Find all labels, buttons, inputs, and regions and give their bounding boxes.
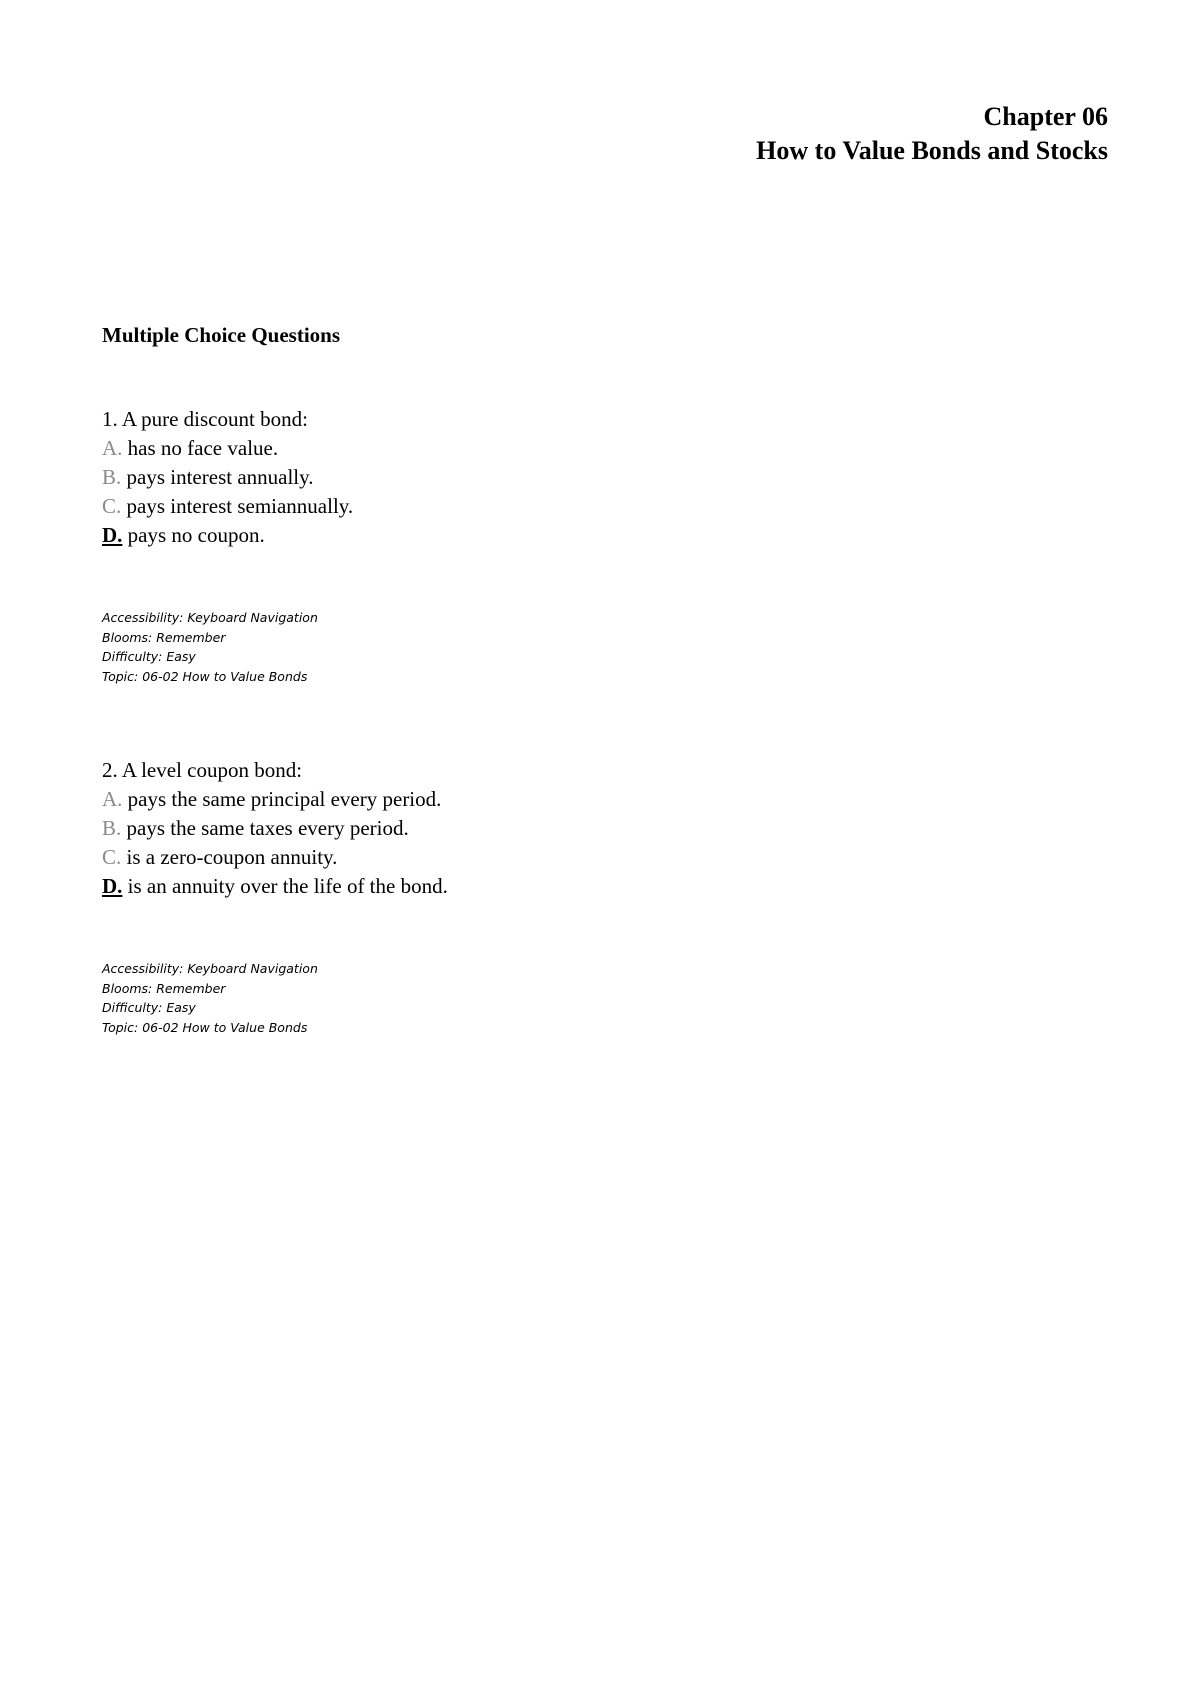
question-metadata bbox=[102, 608, 1002, 686]
chapter-title: How to Value Bonds and Stocks bbox=[756, 136, 1108, 165]
meta-blooms: Blooms: Remember bbox=[102, 629, 226, 645]
meta-topic: Topic: 06-02 How to Value Bonds bbox=[102, 1019, 308, 1035]
meta-difficulty: Difficulty: Easy bbox=[102, 1000, 196, 1015]
answer-option-d bbox=[102, 521, 1002, 550]
meta-blooms: Blooms: Remember bbox=[102, 980, 226, 996]
question-stem: 1. A pure discount bond: bbox=[102, 407, 308, 431]
option-text: is a zero-coupon annuity. bbox=[121, 845, 338, 869]
meta-accessibility: Accessibility: Keyboard Navigation bbox=[102, 610, 318, 625]
answer-option-a bbox=[102, 785, 1002, 814]
option-letter: C. bbox=[102, 845, 122, 869]
chapter-header bbox=[756, 100, 1108, 168]
question-stem: 2. A level coupon bond: bbox=[102, 758, 303, 782]
question-2 bbox=[102, 756, 1002, 1037]
meta-accessibility: Accessibility: Keyboard Navigation bbox=[102, 961, 318, 976]
meta-difficulty: Difficulty: Easy bbox=[102, 649, 196, 664]
answer-option-a bbox=[102, 434, 1002, 463]
option-letter: B. bbox=[102, 465, 122, 489]
option-letter: A. bbox=[102, 787, 123, 811]
option-text: pays interest annually. bbox=[121, 465, 314, 489]
option-text: pays no coupon. bbox=[122, 523, 265, 547]
correct-option-letter: D. bbox=[102, 874, 123, 898]
option-text: pays the same taxes every period. bbox=[121, 816, 409, 840]
answer-option-c bbox=[102, 492, 1002, 521]
option-letter: C. bbox=[102, 494, 122, 518]
option-letter: B. bbox=[102, 816, 122, 840]
section-title: Multiple Choice Questions bbox=[102, 323, 341, 347]
answer-option-b bbox=[102, 463, 1002, 492]
correct-option-letter: D. bbox=[102, 523, 123, 547]
chapter-number: Chapter 06 bbox=[983, 102, 1108, 131]
meta-topic: Topic: 06-02 How to Value Bonds bbox=[102, 668, 308, 684]
answer-option-b bbox=[102, 814, 1002, 843]
answer-option-c bbox=[102, 843, 1002, 872]
option-text: pays interest semiannually. bbox=[121, 494, 354, 518]
option-text: pays the same principal every period. bbox=[122, 787, 442, 811]
answer-option-d bbox=[102, 872, 1002, 901]
option-text: is an annuity over the life of the bond. bbox=[122, 874, 448, 898]
question-1 bbox=[102, 405, 1002, 686]
question-metadata bbox=[102, 959, 1002, 1037]
option-letter: A. bbox=[102, 436, 123, 460]
option-text: has no face value. bbox=[122, 436, 279, 460]
